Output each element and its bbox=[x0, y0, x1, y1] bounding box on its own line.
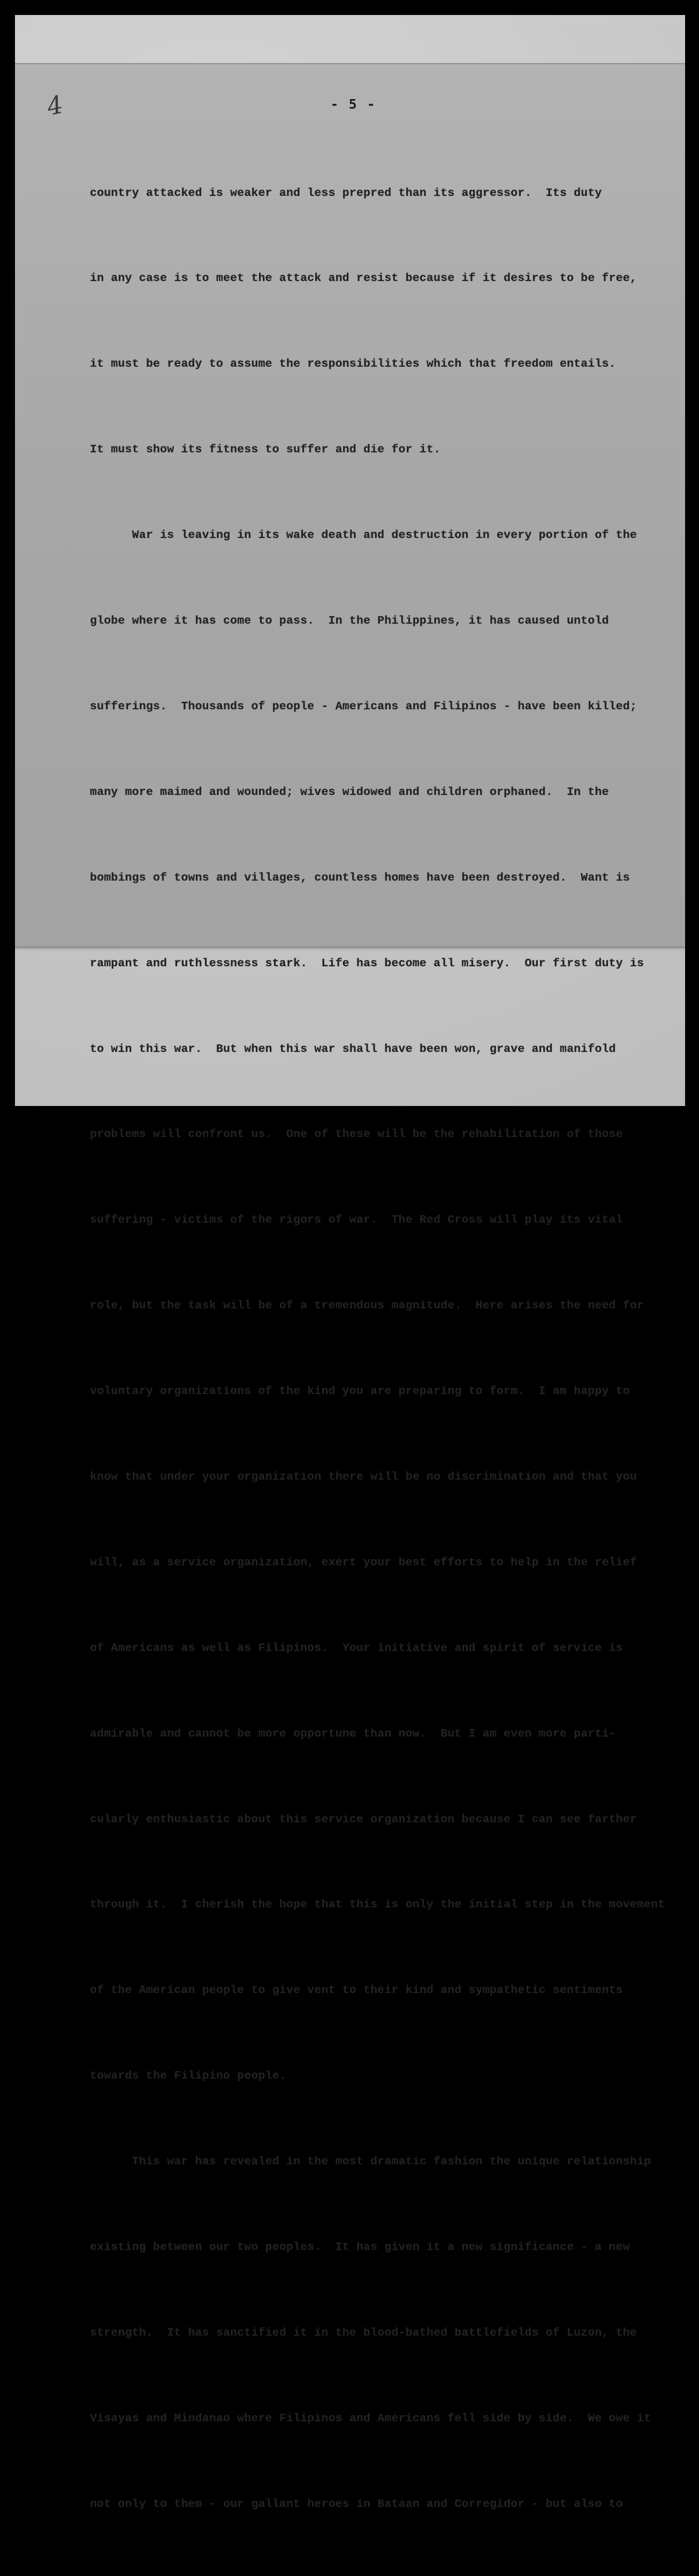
text-line: of Americans as well as Filipinos. Your initiative and spirit of service is bbox=[90, 1641, 623, 1655]
text-line: of the American people to give vent to their kind and sympathetic sentiments bbox=[90, 1984, 623, 1997]
text-line: many more maimed and wounded; wives widowed and children orphaned. In the bbox=[90, 785, 609, 799]
text-line: role, but the task will be of a tremendous magnitude. Here arises the need for bbox=[90, 1299, 644, 1313]
text-line: cularly enthusiastic about this service organization because I can see farther bbox=[90, 1813, 637, 1826]
text-line: strength. It has sanctified it in the blood-bathed battlefields of Luzon, the bbox=[90, 2326, 637, 2339]
margin-annotation: 4 bbox=[44, 89, 66, 122]
text-line: existing between our two peoples. It has given it a new significance - a new bbox=[90, 2240, 630, 2254]
page-number: - 5 - bbox=[330, 96, 376, 112]
text-line: it must be ready to assume the responsibilities which that freedom entails. bbox=[90, 358, 616, 371]
text-line: in any case is to meet the attack and resist because if it desires to be free, bbox=[90, 272, 637, 285]
text-line: know that under your organization there will be no discrimination and that you bbox=[90, 1470, 637, 1483]
text-line: problems will confront us. One of these will be the rehabilitation of those bbox=[90, 1128, 623, 1141]
text-line: towards the Filipino people. bbox=[90, 2070, 286, 2083]
text-line: suffering - victims of the rigors of war. The Red Cross will play its vital bbox=[90, 1214, 623, 1227]
text-line: voluntary organizations of the kind you are preparing to form. I am happy to bbox=[90, 1385, 630, 1398]
text-line: not only to them - our gallant heroes in Bataan and Corregidor - but also to bbox=[90, 2497, 623, 2511]
text-line: This war has revealed in the most dramatic fashion the unique relationship bbox=[90, 2155, 651, 2169]
text-line: It must show its fitness to suffer and die for it. bbox=[90, 443, 441, 457]
text-line: through it. I cherish the hope that this is only the initial step in the movement bbox=[90, 1898, 665, 1912]
text-line: rampant and ruthlessness stark. Life has become all misery. Our first duty is bbox=[90, 957, 644, 970]
text-line: to win this war. But when this war shall have been won, grave and manifold bbox=[90, 1042, 616, 1056]
text-line: will, as a service organization, exert your best efforts to help in the relief bbox=[90, 1556, 637, 1569]
text-line: War is leaving in its wake death and destruction in every portion of the bbox=[90, 529, 637, 542]
text-line: sufferings. Thousands of people - Americans and Filipinos - have been killed; bbox=[90, 700, 637, 713]
text-line: bombings of towns and villages, countless homes have been destroyed. Want is bbox=[90, 871, 630, 884]
typed-body-text bbox=[90, 122, 673, 2576]
text-line: admirable and cannot be more opportune than now. But I am even more parti- bbox=[90, 1727, 616, 1740]
text-line: country attacked is weaker and less prepred than its aggressor. Its duty bbox=[90, 186, 602, 200]
text-line: globe where it has come to pass. In the Philippines, it has caused untold bbox=[90, 615, 609, 628]
text-line: Visayas and Mindanao where Filipinos and Americans fell side by side. We owe it bbox=[90, 2412, 651, 2425]
